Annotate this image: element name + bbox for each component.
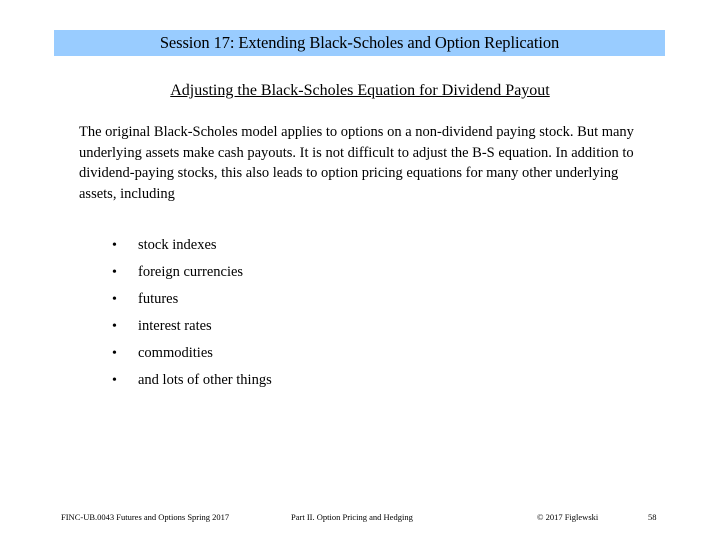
slide-title: Session 17: Extending Black-Scholes and Option Replication [159, 33, 560, 52]
footer-part: Part II. Option Pricing and Hedging [291, 512, 413, 522]
bullet-icon: • [112, 372, 117, 388]
list-item [112, 367, 272, 394]
bullet-icon: • [112, 345, 117, 361]
footer-copyright: © 2017 Figlewski [537, 512, 599, 522]
list-item-text: futures [138, 291, 179, 307]
asset-list [112, 232, 272, 394]
bullet-icon: • [112, 237, 117, 253]
bullet-icon: • [112, 264, 117, 280]
slide-title-bar [54, 30, 665, 56]
list-item [112, 259, 272, 286]
footer-course: FINC-UB.0043 Futures and Options Spring 2017 [61, 512, 230, 522]
bullet-icon: • [112, 291, 117, 307]
list-item-text: stock indexes [138, 237, 217, 253]
bullet-icon: • [112, 318, 117, 334]
list-item-text: interest rates [138, 318, 212, 334]
list-item [112, 340, 272, 367]
list-item [112, 313, 272, 340]
list-item [112, 286, 272, 313]
list-item-text: commodities [138, 345, 213, 361]
intro-paragraph: The original Black-Scholes model applies to options on a non-dividend paying stock. But many underlying assets make cash payouts. It is not difficult to adjust the B-S equation. In addition to dividend-paying stocks, this also leads to option pricing equations for many other underlying assets, including [79, 124, 634, 202]
list-item-text: foreign currencies [138, 264, 244, 280]
list-item-text: and lots of other things [138, 372, 272, 388]
list-item [112, 232, 272, 259]
page-number: 58 [648, 512, 657, 522]
section-heading: Adjusting the Black-Scholes Equation for Dividend Payout [170, 82, 550, 99]
